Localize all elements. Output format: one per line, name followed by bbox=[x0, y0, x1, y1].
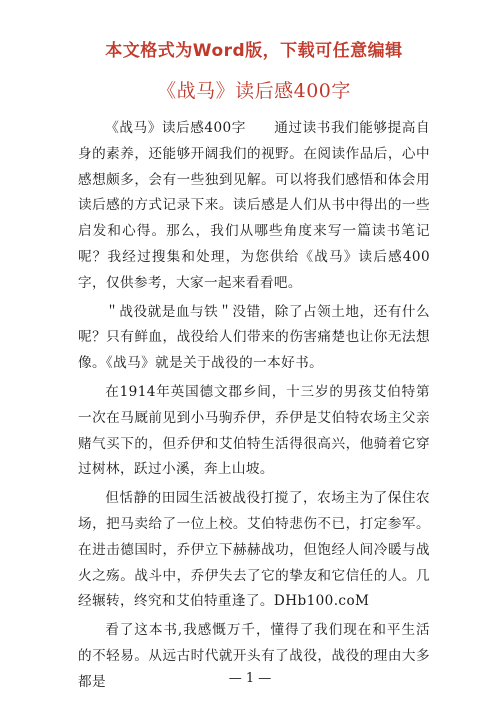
paragraph-intro: 《战马》读后感400字 通过读书我们能够提高自身的素养，还能够开阔我们的视野。在阅读作品后，心中感想颇多，会有一些独到见解。可以将我们感悟和体会用读后感的方式记录下来。读后感是人们从书中得出的一些启发和心得。那么，我们从哪些角度来写一篇读书笔记呢？我经过搜集和处理，为您供给《战马》读后感400字，仅供参考，大家一起来看看吧。 bbox=[78, 120, 430, 291]
paragraph-reflection: 看了这本书,我感慨万千，懂得了我们现在和平生活的不轻易。从远古时代就开头有了战役，战役的理由大多都是 bbox=[78, 622, 430, 690]
document-body bbox=[78, 116, 430, 696]
paragraph-war-quote: ＂战役就是血与铁＂没错，除了占领土地，还有什么呢？只有鲜血，战役给人们带来的伤害痛楚也让你无法想像。《战马》就是关于战役的一本好书。 bbox=[78, 303, 430, 372]
page-number: — 1 — bbox=[228, 671, 272, 686]
document-title: 《战马》读后感400字 bbox=[157, 80, 351, 102]
paragraph-story-start: 在1914年英国德文郡乡间，十三岁的男孩艾伯特第一次在马厩前见到小马驹乔伊，乔伊是艾伯特农场主父亲赌气买下的，但乔伊和艾伯特生活得很高兴，他骑着它穿过树林，跃过小溪，奔上山坡。 bbox=[78, 383, 430, 478]
paragraph-war-interrupts: 但恬静的田园生活被战役打搅了，农场主为了保住农场，把马卖给了一位上校。艾伯特悲伤不已，打定参军。在进击德国时，乔伊立下赫赫战功，但饱经人间冷暖与战火之殇。战斗中，乔伊失去了它的挚友和它信任的人。几经辗转，终究和艾伯特重逢了。DHb100.coM bbox=[78, 490, 430, 610]
format-banner: 本文格式为Word版，下载可任意编辑 bbox=[105, 41, 403, 61]
